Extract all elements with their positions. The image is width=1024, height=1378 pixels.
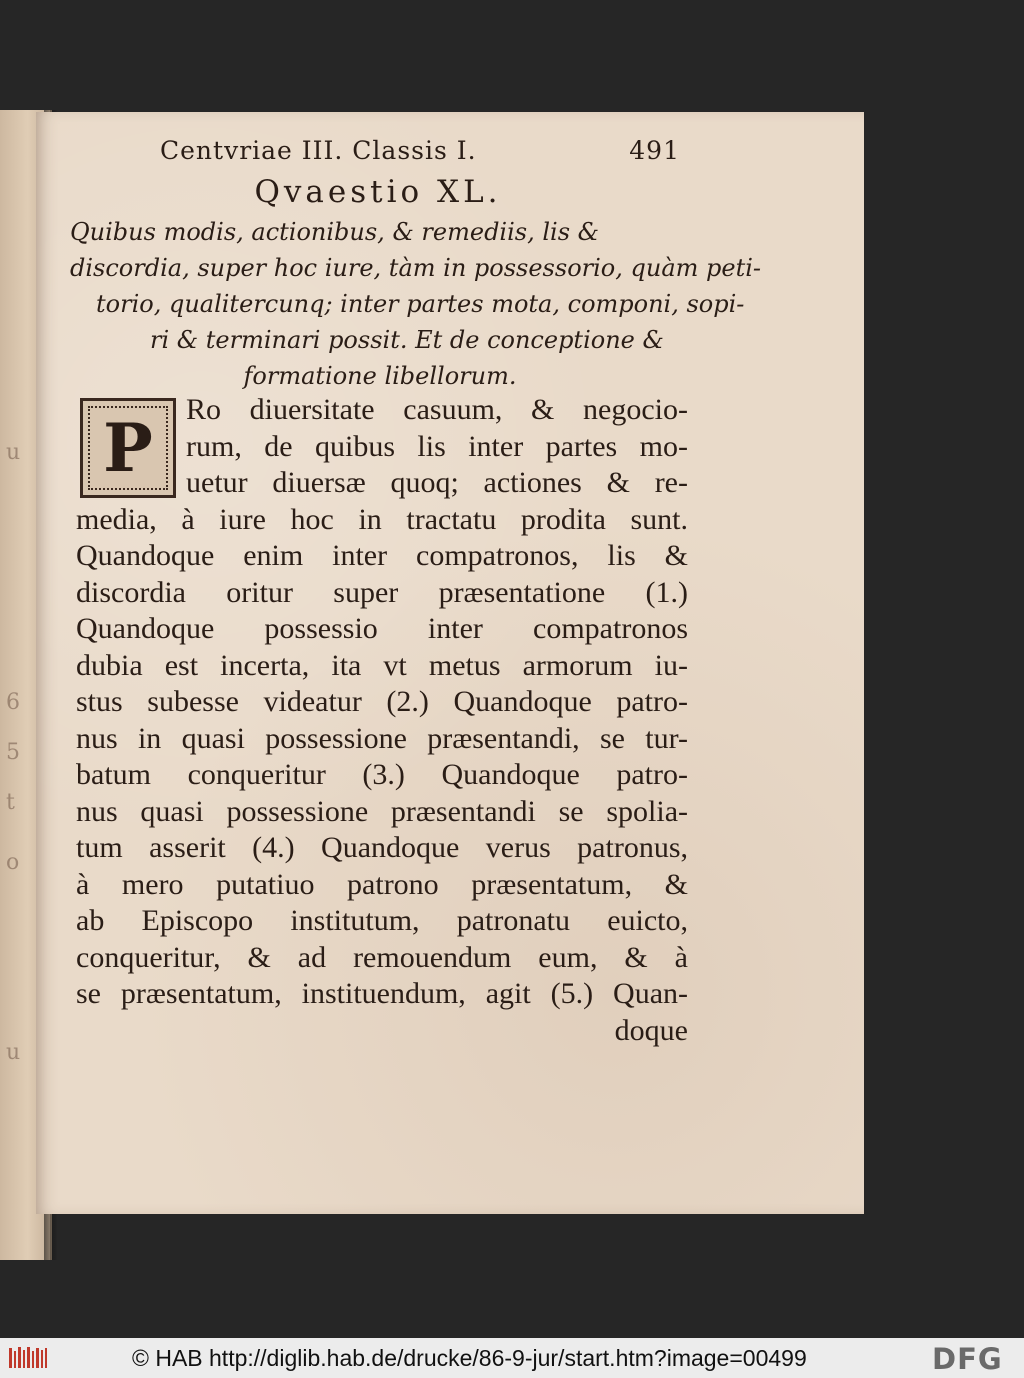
hab-logo-icon[interactable] [8, 1345, 48, 1371]
margin-fragment: 6 [6, 690, 20, 715]
question-summary [70, 214, 762, 394]
body-line: media, à iure hoc in tractatu prodita sunt. [76, 502, 688, 536]
body-line: à mero putatiuo patrono præsentatum, & [76, 867, 688, 901]
dfg-logo[interactable]: DFG [932, 1342, 1003, 1376]
page-number: 491 [629, 136, 680, 165]
footer-bar [0, 1338, 1024, 1378]
body-line: dubia est incerta, ita vt metus armorum iu- [76, 648, 688, 682]
question-heading: Qvaestio XL. [254, 174, 502, 210]
body-text [76, 392, 688, 1049]
summary-line: discordia, super hoc iure, tàm in possessorio, quàm peti- [70, 254, 762, 282]
body-line: conqueritur, & ad remouendum eum, & à [76, 940, 688, 974]
body-line: stus subesse videatur (2.) Quandoque patro- [76, 685, 688, 718]
running-head [160, 136, 680, 170]
summary-line: ri & terminari possit. Et de conceptione & [150, 326, 664, 354]
body-line: ab Episcopo institutum, patronatu euicto, [76, 904, 688, 937]
summary-line: torio, qualitercunq; inter partes mota, componi, sopi- [96, 290, 745, 318]
margin-fragment: u [6, 1040, 21, 1065]
body-line: Ro diuersitate casuum, & negocio- [186, 393, 688, 426]
body-line: Quandoque enim inter compatronos, lis & [76, 539, 688, 572]
body-line: uetur diuersæ quoq; actiones & re- [186, 466, 688, 499]
summary-line: formatione libellorum. [243, 362, 517, 390]
drop-cap-letter: P [103, 409, 153, 487]
running-head-title: Centvriae III. Classis I. [160, 136, 477, 165]
body-line: tum asserit (4.) Quandoque verus patronus, [76, 831, 688, 864]
catchword: doque [614, 1013, 688, 1047]
summary-line: Quibus modis, actionibus, & remediis, lis & [70, 218, 600, 246]
body-line: discordia oritur super præsentatione (1.) [76, 575, 688, 609]
body-line: se præsentatum, instituendum, agit (5.) Quan- [76, 977, 688, 1010]
margin-fragment: u [6, 440, 21, 465]
margin-fragment: 5 [6, 740, 20, 765]
margin-fragment: t [6, 790, 15, 815]
body-line: Quandoque possessio inter compatronos [76, 612, 688, 645]
body-line: nus quasi possessione præsentandi se spolia- [76, 794, 688, 828]
copyright-url[interactable]: © HAB http://diglib.hab.de/drucke/86-9-jur/start.htm?image=00499 [132, 1345, 807, 1371]
body-line: batum conqueritur (3.) Quandoque patro- [76, 758, 688, 791]
body-line: nus in quasi possessione præsentandi, se tur- [76, 721, 688, 755]
margin-fragment: o [6, 850, 20, 875]
body-line: rum, de quibus lis inter partes mo- [186, 429, 688, 463]
